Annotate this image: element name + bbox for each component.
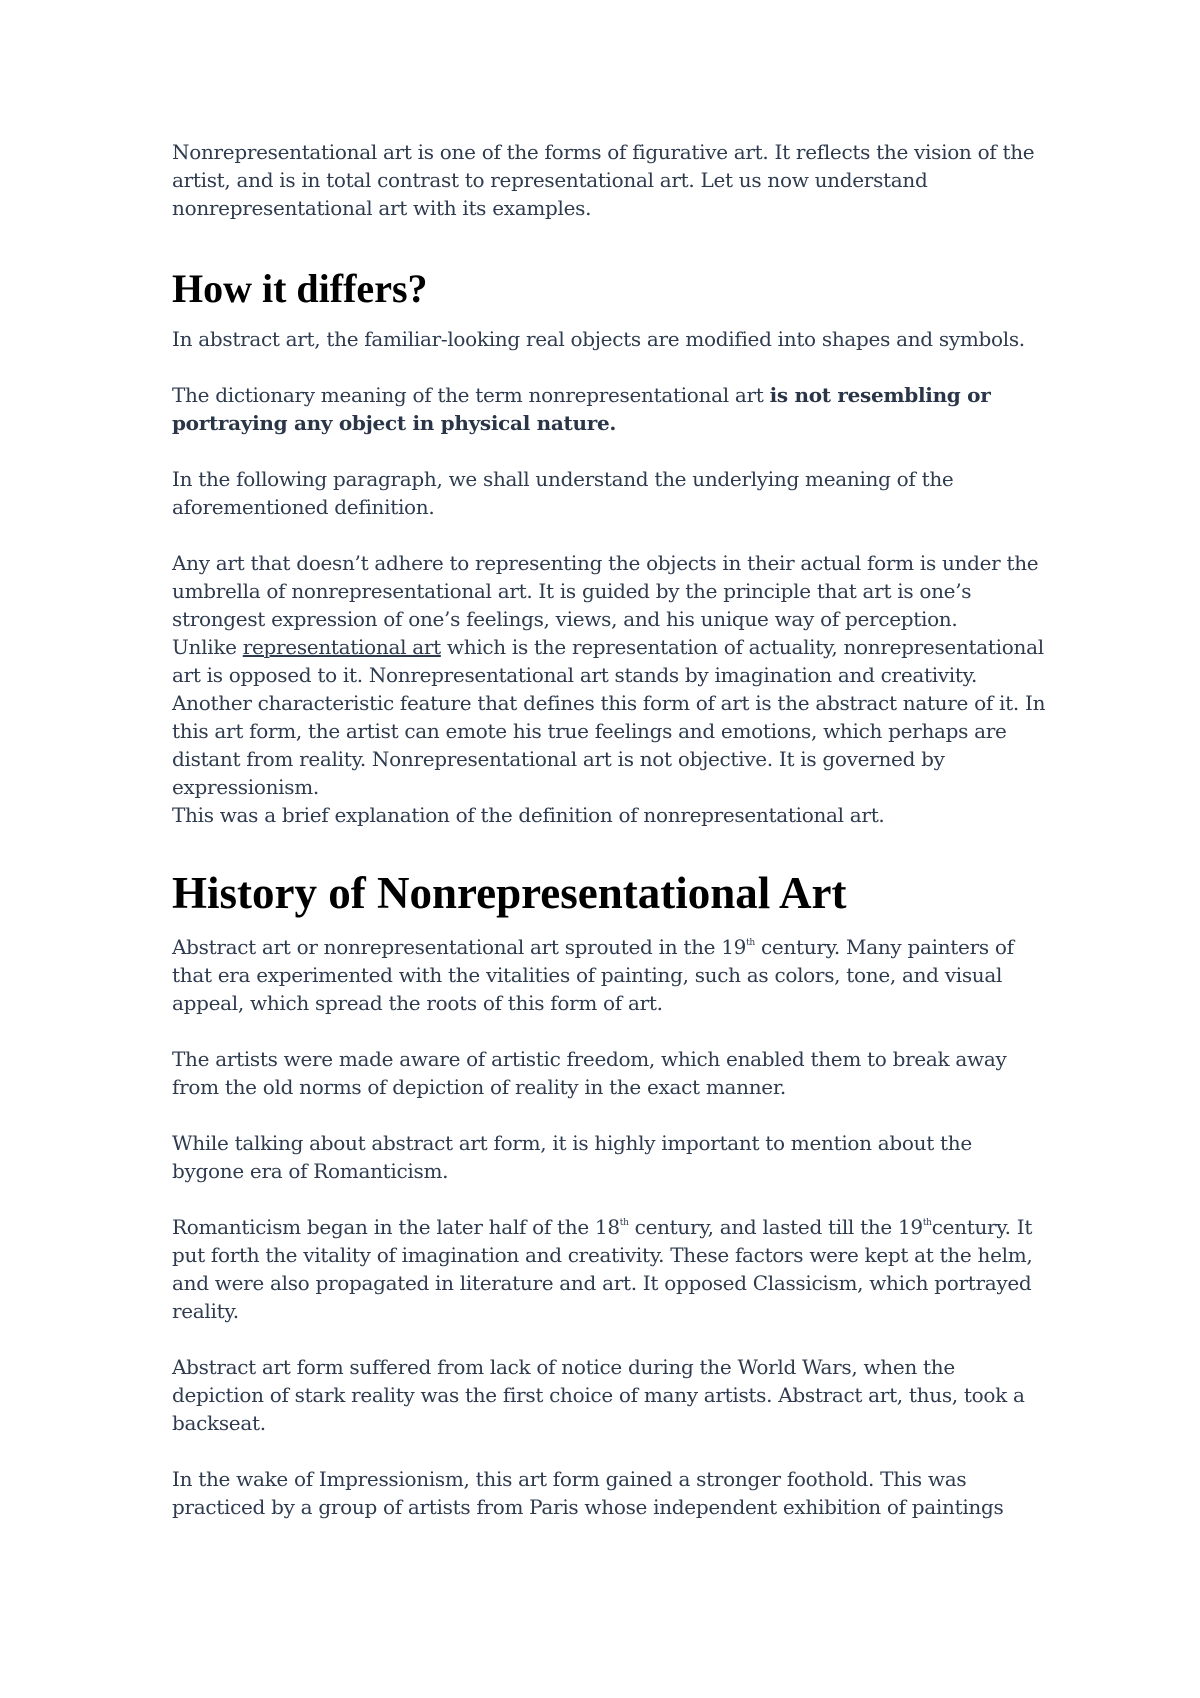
another-paragraph: Another characteristic feature that defines this form of art is the abstract nature of it. In this art form, the artist can emote his true feelings and emotions, which perhaps are distant from reality. Nonrepresentational art is not objective. It is governed by expressionism. [172, 691, 1046, 799]
dictionary-paragraph [172, 381, 1047, 437]
dictionary-text: The dictionary meaning of the term nonrepresentational art [172, 383, 770, 407]
romanticism-sup-2: th [922, 1218, 932, 1228]
romanticism-paragraph [172, 1213, 1047, 1325]
heading-history: History of Nonrepresentational Art [172, 868, 847, 918]
document-page [172, 138, 1047, 1521]
heading-how-it-differs: How it differs? [172, 266, 428, 311]
romanticism-text-before: Romanticism began in the later half of the 18 [172, 1215, 620, 1239]
impressionism-paragraph: In the wake of Impressionism, this art form gained a stronger foothold. This was practiced by a group of artists from Paris whose independent exhibition of paintings [172, 1467, 1004, 1519]
following-paragraph: In the following paragraph, we shall understand the underlying meaning of the aforementioned definition. [172, 467, 954, 519]
freedom-paragraph: The artists were made aware of artistic freedom, which enabled them to break away from the old norms of depiction of reality in the exact manner. [172, 1047, 1007, 1099]
world-wars-paragraph: Abstract art form suffered from lack of notice during the World Wars, when the depiction of stark reality was the first choice of many artists. Abstract art, thus, took a backseat. [172, 1355, 1025, 1435]
sprouted-text-after: century. Many painters of that era experimented with the vitalities of painting, such as colors, tone, and visual appeal, which spread the roots of this form of art. [172, 935, 1014, 1015]
sprouted-paragraph [172, 933, 1047, 1017]
romanticism-text-middle: century, and lasted till the 19 [628, 1215, 923, 1239]
dictionary-bold-text: is not resembling or portraying any object in physical nature. [172, 383, 991, 435]
representational-art-link[interactable]: representational art [242, 635, 441, 659]
unlike-text-after: which is the representation of actuality, nonrepresentational art is opposed to it. Nonrepresentational art stands by imagination and creativity. [172, 635, 1044, 687]
any-art-paragraph: Any art that doesn’t adhere to representing the objects in their actual form is under the umbrella of nonrepresentational art. It is guided by the principle that art is one’s strongest expression of one’s feelings, views, and his unique way of perception. [172, 551, 1039, 631]
sprouted-sup: th [746, 938, 755, 948]
abstract-paragraph: In abstract art, the familiar-looking real objects are modified into shapes and symbols. [172, 327, 1025, 351]
romanticism-era-paragraph: While talking about abstract art form, it is highly important to mention about the bygone era of Romanticism. [172, 1131, 972, 1183]
unlike-text-before: Unlike [172, 635, 243, 659]
brief-paragraph: This was a brief explanation of the definition of nonrepresentational art. [172, 803, 885, 827]
intro-paragraph: Nonrepresentational art is one of the forms of figurative art. It reflects the vision of the artist, and is in total contrast to representational art. Let us now understand nonrepresentational art with its examples. [172, 140, 1035, 220]
unlike-paragraph [172, 633, 1047, 689]
sprouted-text-before: Abstract art or nonrepresentational art sprouted in the 19 [172, 935, 747, 959]
romanticism-sup-1: th [619, 1218, 629, 1228]
romanticism-text-after: century. It put forth the vitality of imagination and creativity. These factors were kept at the helm, and were also propagated in literature and art. It opposed Classicism, which portrayed reality. [172, 1215, 1033, 1323]
